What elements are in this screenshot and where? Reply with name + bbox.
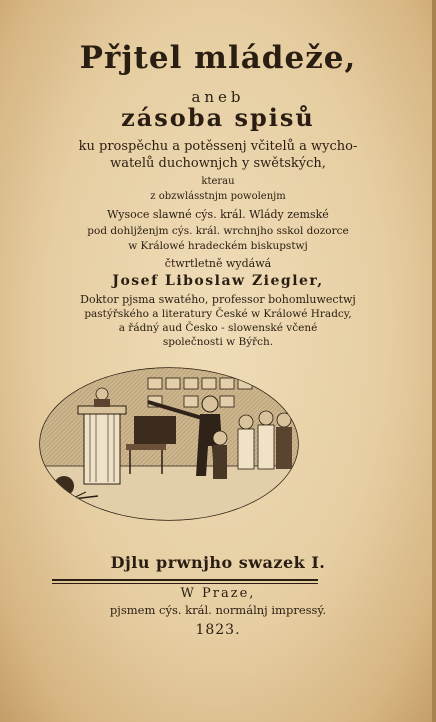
description-line-8: čtwrtletně wydáwá <box>164 257 272 270</box>
imprint-place: W Praze, <box>180 586 256 601</box>
description-line-4: z obzwlásstnjm powolenjm <box>150 191 286 202</box>
book-subtitle: zásoba spisů <box>121 103 315 132</box>
divider-rule-thin <box>52 583 318 584</box>
author-credentials-4: společnosti w Býřch. <box>162 336 274 348</box>
description-line-7: w Králowé hradeckém biskupstwj <box>128 240 308 252</box>
aneb-text: aneb <box>191 88 245 106</box>
volume-line: Djlu prwnjho swazek I. <box>110 553 326 572</box>
page-edge <box>432 0 436 722</box>
description-line-1: ku prospěchu a potěssenj včitelů a wycho- <box>78 139 358 154</box>
imprint-year: 1823. <box>195 622 241 638</box>
author-credentials-2: pastýřského a literatury České w Králowé Hradcy, <box>84 308 352 320</box>
classroom-engraving <box>38 366 300 522</box>
author-name: Josef Liboslaw Ziegler, <box>112 273 324 289</box>
author-credentials-3: a řádný aud Česko - slowenské včené <box>118 322 318 334</box>
divider-rule-thick <box>52 579 318 581</box>
description-line-2: watelů duchownjch y swětských, <box>110 156 326 171</box>
book-title: Přjtel mládeže, <box>79 40 357 76</box>
description-line-3: kterau <box>201 176 235 187</box>
imprint-printer: pjsmem cýs. král. normálnj impressý. <box>109 603 327 617</box>
description-line-6: pod dohljženjm cýs. král. wrchnjho sskol dozorce <box>87 225 349 237</box>
description-line-5: Wysoce slawné cýs. král. Wlády zemské <box>107 208 329 221</box>
author-credentials-1: Doktor pjsma swatého, professor bohomluwectwj <box>80 293 356 306</box>
